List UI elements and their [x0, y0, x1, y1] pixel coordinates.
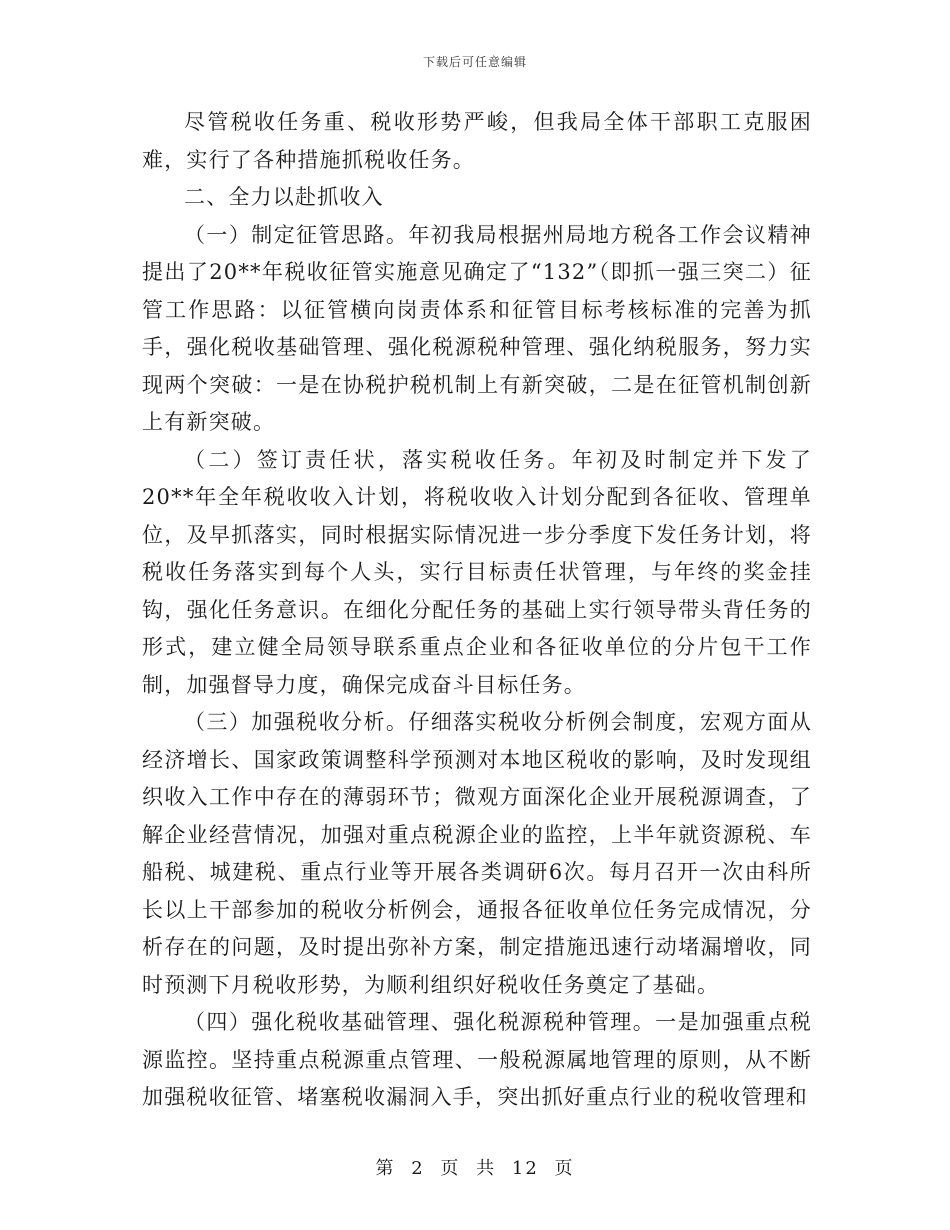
footer-label-total: 共 — [476, 1158, 497, 1179]
paragraph-item-2: （二）签订责任状，落实税收任务。年初及时制定并下发了20**年全年税收收入计划，将税收收入计划分配到各征收、管理单位，及早抓落实，同时根据实际情况进一步分季度下发任务计划，将税收任务落实到每个人头，实行目标责任状管理，与年终的奖金挂钩，强化任务意识。在细化分配任务的基础上实行领导带头背任务的形式，建立健全局领导联系重点企业和各征收单位的分片包干工作制，加强督导力度，确保完成奋斗目标任务。 — [142, 447, 812, 697]
footer-current-page: 2 — [411, 1158, 425, 1179]
footer-label-end: 页 — [554, 1158, 575, 1179]
section-heading: 二、全力以赴抓收入 — [184, 185, 384, 209]
page-header-note: 下载后可任意编辑 — [422, 55, 527, 69]
paragraph-item-1: （一）制定征管思路。年初我局根据州局地方税各工作会议精神提出了20**年税收征管实施意见确定了“132”（即抓一强三突二）征管工作思路：以征管横向岗责体系和征管目标考核标准的完善为抓手，强化税收基础管理、强化税源税种管理、强化纳税服务，努力实现两个突破：一是在协税护税机制上有新突破，二是在征管机制创新上有新突破。 — [142, 222, 812, 434]
document-body — [142, 104, 812, 1117]
paragraph-intro: 尽管税收任务重、税收形势严峻，但我局全体干部职工克服困难，实行了各种措施抓税收任务。 — [142, 110, 812, 172]
footer-total-pages: 12 — [511, 1158, 539, 1179]
footer-label-page: 第 — [375, 1158, 396, 1179]
page-footer — [0, 1154, 950, 1180]
footer-label-of: 页 — [440, 1158, 461, 1179]
paragraph-item-3: （三）加强税收分析。仔细落实税收分析例会制度，宏观方面从经济增长、国家政策调整科学预测对本地区税收的影响，及时发现组织收入工作中存在的薄弱环节；微观方面深化企业开展税源调查，了解企业经营情况，加强对重点税源企业的监控，上半年就资源税、车船税、城建税、重点行业等开展各类调研6次。每月召开一次由科所长以上干部参加的税收分析例会，通报各征收单位任务完成情况，分析存在的问题，及时提出弥补方案，制定措施迅速行动堵漏增收，同时预测下月税收形势，为顺利组织好税收任务奠定了基础。 — [142, 710, 812, 997]
paragraph-item-4: （四）强化税收基础管理、强化税源税种管理。一是加强重点税源监控。坚持重点税源重点管理、一般税源属地管理的原则，从不断加强税收征管、堵塞税收漏洞入手，突出抓好重点行业的税收管理和 — [142, 1010, 812, 1109]
